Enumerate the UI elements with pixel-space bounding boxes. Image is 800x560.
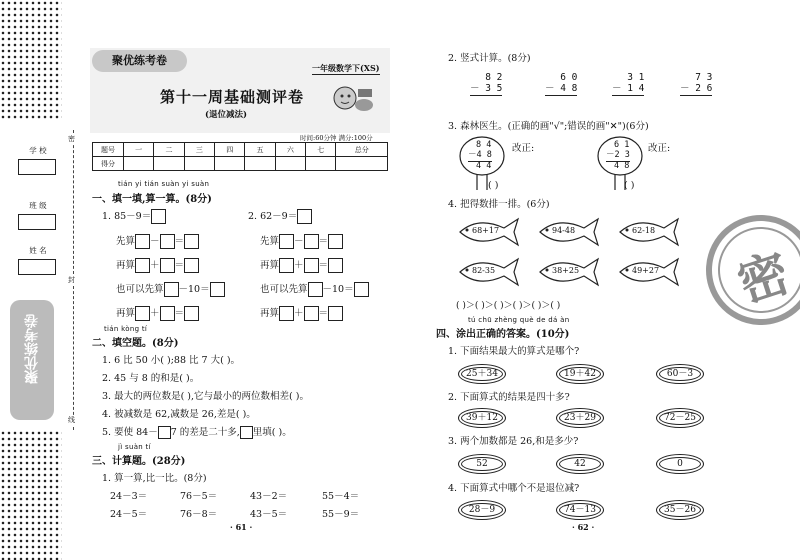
mc-q2-opt3[interactable]: 72－25 <box>656 408 704 428</box>
time-info: 时间:60分钟 满分:100分 <box>300 134 373 142</box>
sec1-pinyin: tián yi tián suàn yi suàn <box>118 180 210 188</box>
tree-2-correct-label: 改正: <box>648 143 671 154</box>
vertical-calc-4: 7 3 － 2 6 <box>680 72 713 94</box>
q2-step-then2: 再算 ＋ ＝ <box>260 305 343 321</box>
vertical-calc-2: 6 0 － 4 8 <box>545 72 578 94</box>
sec2-pinyin: tián kòng tí <box>104 325 148 333</box>
answer-box[interactable] <box>151 209 166 224</box>
answer-box[interactable] <box>210 282 225 297</box>
answer-box[interactable] <box>184 258 199 273</box>
answer-box[interactable] <box>164 282 179 297</box>
page-subtitle: (退位减法) <box>205 110 248 120</box>
answer-box[interactable] <box>158 426 171 439</box>
sec1-q2: 2. 62－9＝ <box>248 208 312 224</box>
fish-3: 62-18 <box>616 216 680 248</box>
answer-box[interactable] <box>304 234 319 249</box>
sec3-title: 三、计算题。(28分) <box>92 456 186 467</box>
confidential-stamp: 密 <box>692 201 800 340</box>
answer-box[interactable] <box>328 234 343 249</box>
sidebar-logo: 聚优练考卷 <box>10 300 54 420</box>
mc-q1-opt2[interactable]: 19＋42 <box>556 364 604 384</box>
answer-box[interactable] <box>279 306 294 321</box>
q1-step-also: 也可以先算 －10＝ <box>116 281 225 297</box>
sec1-q1: 1. 85－9＝ <box>102 208 166 224</box>
sec2-line-5: 5. 要使 84－ 7 的差是二十多, 里填( )。 <box>102 427 292 438</box>
mc-q4-opt3[interactable]: 35－26 <box>656 500 704 520</box>
tree-1-mark[interactable]: ( ) <box>488 180 499 191</box>
cut-mark-2: 封 <box>68 276 75 284</box>
score-header-row: 题号 一 二 三 四 五 六 七 总分 <box>93 143 388 157</box>
fish-6: 49+27 <box>616 256 680 288</box>
order-answer-line[interactable]: ( )＞( )＞( )＞( )＞( )＞( ) <box>456 301 561 311</box>
mc-q3-opt3[interactable]: 0 <box>656 454 704 474</box>
mc-q4-opt2[interactable]: 74－13 <box>556 500 604 520</box>
answer-box[interactable] <box>328 258 343 273</box>
q1-step-then2: 再算 ＋ ＝ <box>116 305 199 321</box>
vertical-calc-3: 3 1 － 1 4 <box>612 72 645 94</box>
page-number-left: · 61 · <box>230 522 253 532</box>
mc-q1: 1. 下面结果最大的算式是哪个? <box>448 346 580 357</box>
header-logo: 聚优练考卷 <box>92 50 187 72</box>
q1-step-then: 再算 ＋ ＝ <box>116 257 199 273</box>
class-field: 班 级 <box>18 200 58 230</box>
q2-step-also: 也可以先算 －10＝ <box>260 281 369 297</box>
sec2-line-2: 2. 45 与 8 的和是( )。 <box>102 373 200 384</box>
answer-box[interactable] <box>160 306 175 321</box>
q2-step-then: 再算 ＋ ＝ <box>260 257 343 273</box>
answer-box[interactable] <box>297 209 312 224</box>
sec2-line-4: 4. 被减数是 62,减数是 26,差是( )。 <box>102 409 256 420</box>
mc-q2: 2. 下面算式的结果是四十多? <box>448 392 570 403</box>
name-field: 姓 名 <box>18 245 58 275</box>
answer-box[interactable] <box>160 234 175 249</box>
sec2-line-3: 3. 最大的两位数是( ),它与最小的两位数相差( )。 <box>102 391 309 402</box>
answer-box[interactable] <box>160 258 175 273</box>
dot-pattern-top <box>0 0 62 120</box>
sec3-sub1: 1. 算一算,比一比。(8分) <box>102 473 207 484</box>
sec3-pinyin: jì suàn tí <box>118 443 151 451</box>
sec4-title: 四、涂出正确的答案。(10分) <box>436 329 570 340</box>
answer-box[interactable] <box>304 258 319 273</box>
answer-box[interactable] <box>279 234 294 249</box>
mc-q1-opt1[interactable]: 25＋34 <box>458 364 506 384</box>
mc-q3-opt1[interactable]: 52 <box>458 454 506 474</box>
cut-mark-3: 线 <box>68 416 75 424</box>
school-field: 学 校 <box>18 145 58 175</box>
answer-box[interactable] <box>308 282 323 297</box>
tree-1: 8 4 －4 8 4 4 <box>458 136 506 192</box>
cut-mark-1: 密 <box>68 135 75 143</box>
mc-q3-opt2[interactable]: 42 <box>556 454 604 474</box>
answer-box[interactable] <box>279 258 294 273</box>
tree-2: 6 1 －2 3 4 8 <box>596 136 644 192</box>
answer-box[interactable] <box>135 306 150 321</box>
sec2-line-1: 1. 6 比 50 小( );88 比 7 大( )。 <box>102 355 241 366</box>
dot-pattern-bottom <box>0 430 62 560</box>
mc-q1-opt3[interactable]: 60－3 <box>656 364 704 384</box>
answer-box[interactable] <box>184 306 199 321</box>
mc-q4-opt1[interactable]: 28－9 <box>458 500 506 520</box>
answer-box[interactable] <box>135 234 150 249</box>
sec2-title: 二、填空题。(8分) <box>92 338 179 349</box>
answer-box[interactable] <box>135 258 150 273</box>
grade-tag: 一年级数学下(XS) <box>312 63 380 73</box>
score-table <box>92 142 388 171</box>
mc-q2-opt1[interactable]: 39＋12 <box>458 408 506 428</box>
answer-box[interactable] <box>354 282 369 297</box>
fish-1: 68+17 <box>456 216 520 248</box>
q2-step-first: 先算 － ＝ <box>260 233 343 249</box>
answer-box[interactable] <box>240 426 253 439</box>
answer-box[interactable] <box>184 234 199 249</box>
sec4-pinyin: tú chū zhèng què de dá àn <box>468 316 570 324</box>
fish-4: 82-35 <box>456 256 520 288</box>
fish-2: 94-48 <box>536 216 600 248</box>
q3-forest-doctor-title: 3. 森林医生。(正确的画"√";错误的画"✕")(6分) <box>448 121 649 132</box>
tree-2-mark[interactable]: ( ) <box>624 180 635 191</box>
answer-box[interactable] <box>328 306 343 321</box>
mc-q4: 4. 下面算式中哪个不是退位减? <box>448 483 580 494</box>
tree-1-correct-label: 改正: <box>512 143 535 154</box>
mc-q2-opt2[interactable]: 23＋29 <box>556 408 604 428</box>
vertical-calc-1: 8 2 － 3 5 <box>470 72 503 94</box>
page-number-right: · 62 · <box>572 522 595 532</box>
q1-step-first: 先算 － ＝ <box>116 233 199 249</box>
answer-box[interactable] <box>304 306 319 321</box>
sec1-title: 一、填一填,算一算。(8分) <box>92 194 212 205</box>
page-title: 第十一周基础测评卷 <box>160 88 305 106</box>
fish-5: 38+25 <box>536 256 600 288</box>
header-illustration <box>330 84 375 114</box>
q4-order-title: 4. 把得数排一排。(6分) <box>448 199 550 210</box>
score-value-row: 得分 <box>93 157 388 171</box>
q2-vertical-title: 2. 竖式计算。(8分) <box>448 53 531 64</box>
mc-q3: 3. 两个加数都是 26,和是多少? <box>448 436 579 447</box>
